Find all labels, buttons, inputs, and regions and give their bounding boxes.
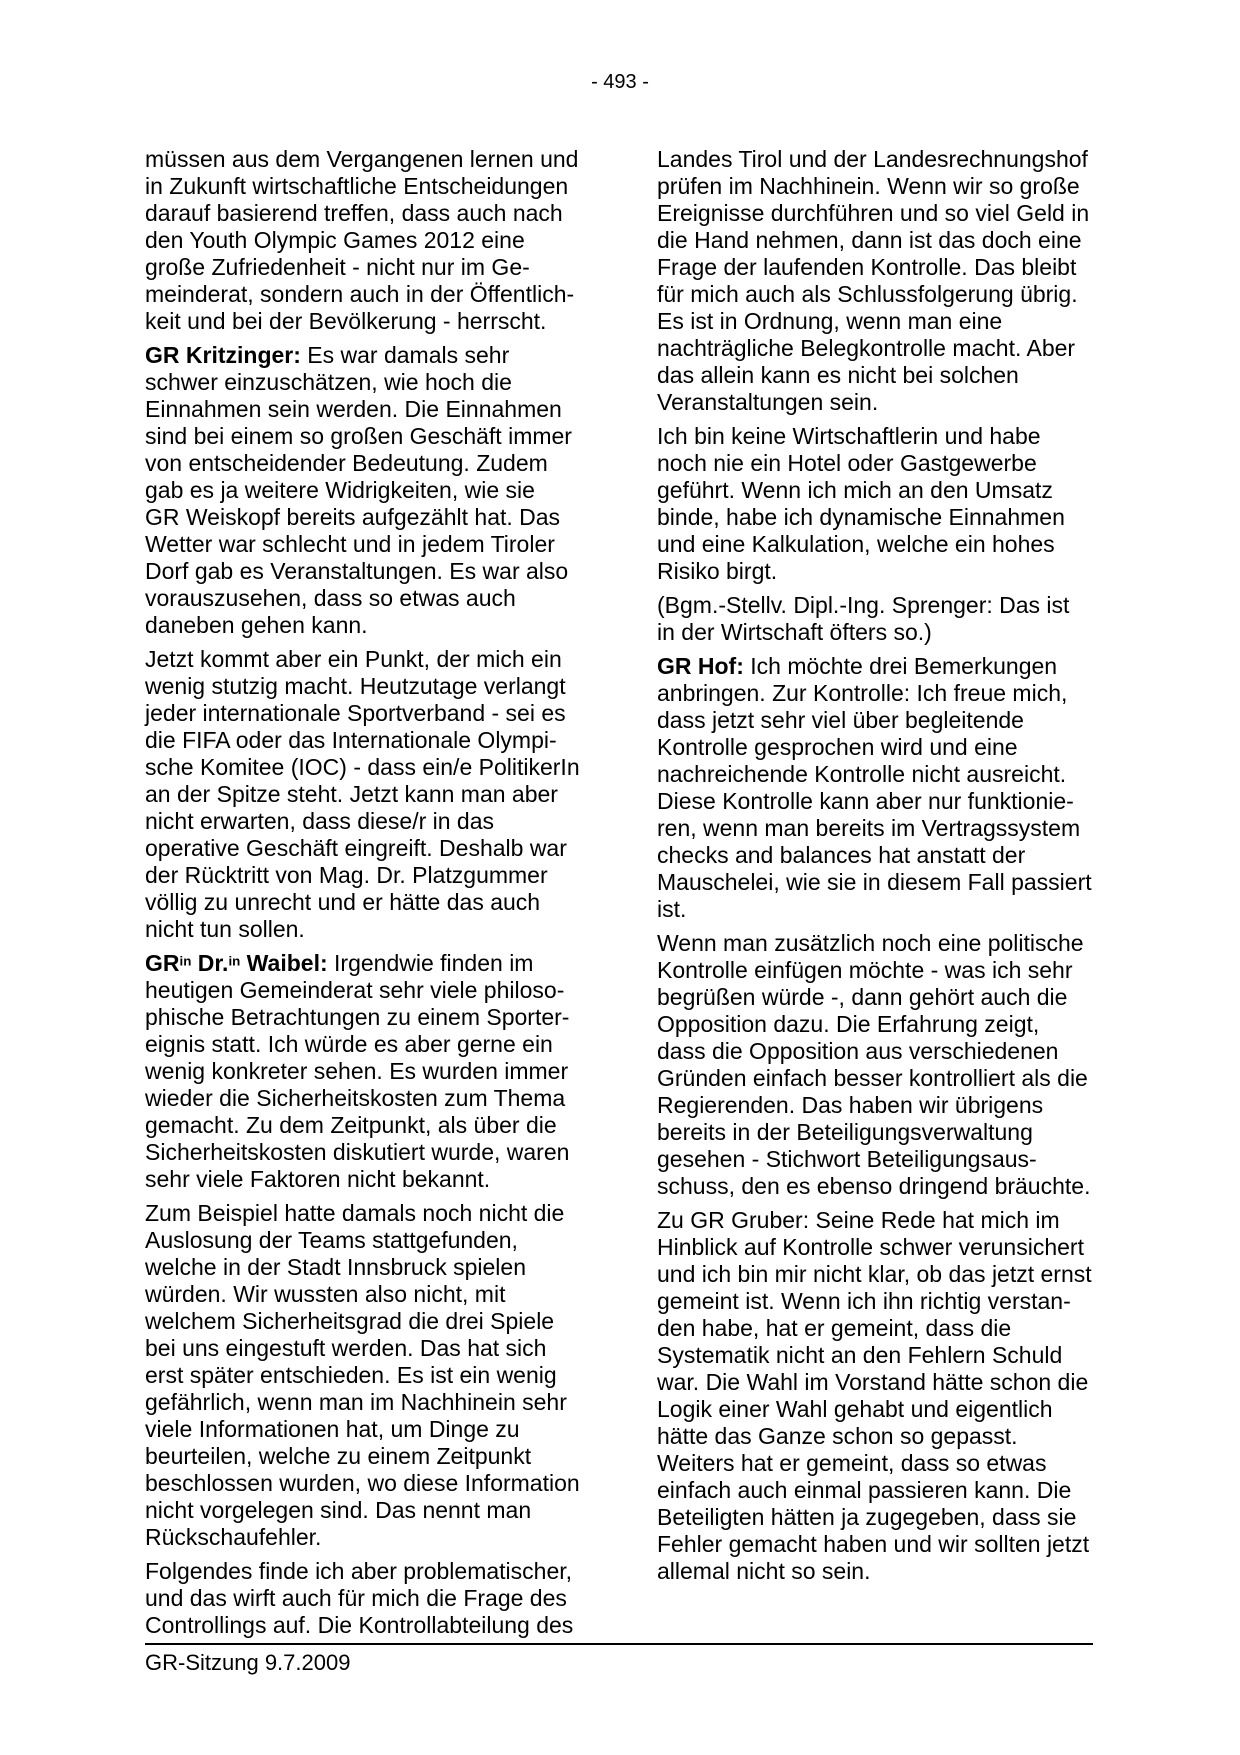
page-number: - 493 - <box>591 71 649 93</box>
paragraph-text: Landes Tirol und der Landesrechnungshof prüfen im Nachhinein. Wenn wir so große Ereignisse durchführen und so viel Geld in die Hand nehmen, dann ist das doch eine Frage der laufenden Kontrolle. Das bleibt für mich auch als Schlussfolgerung übrig. Es ist in Ordnung, wenn man eine nachträgliche Belegkontrolle macht. Aber das allein kann es nicht bei solchen Veranstaltungen sein. <box>657 146 1090 415</box>
superscript-in: in <box>179 953 192 969</box>
paragraph-text: Jetzt kommt aber ein Punkt, der mich ein wenig stutzig macht. Heutzutage verlangt jeder internationale Sportverband - sei es die FIFA oder das Internationale Olympi- sche Komitee (IOC) - dass ein/e PolitikerIn an der Spitze steht. Jetzt kann man aber nicht erwarten, dass diese/r in das operative Geschäft eingreift. Deshalb war der Rücktritt von Mag. Dr. Platzgummer völlig zu unrecht und er hätte das auch nicht tun sollen. <box>145 646 580 942</box>
left-column <box>145 146 581 1646</box>
paragraph-speech-waibel <box>145 950 581 1193</box>
paragraph <box>145 646 581 943</box>
speaker-name: GR Kritzinger: <box>145 342 301 368</box>
speaker-name: GR Hof: <box>657 653 744 679</box>
paragraph-text: Wenn man zusätzlich noch eine politische Kontrolle einfügen möchte - was ich sehr begrüßen würde -, dann gehört auch die Opposition dazu. Die Erfahrung zeigt, dass die Opposition aus verschiedenen Gründen einfach besser kontrolliert als die Regierenden. Das haben wir übrigens bereits in der Beteiligungsverwaltung gesehen - Stichwort Beteiligungsaus- schuss, den es ebenso dringend bräuchte. <box>657 930 1091 1199</box>
paragraph-speech-kritzinger <box>145 342 581 639</box>
paragraph-text: Ich bin keine Wirtschaftlerin und habe noch nie ein Hotel oder Gastgewerbe geführt. Wenn ich mich an den Umsatz binde, habe ich dynamische Einnahmen und eine Kalkulation, welche ein hohes Risiko birgt. <box>657 423 1065 584</box>
right-column <box>657 146 1093 1646</box>
paragraph <box>145 1558 581 1639</box>
speaker-name: $GR^{in}$ Dr.$^{in}$ Waibel: <box>145 950 328 976</box>
paragraph-text: Zum Beispiel hatte damals noch nicht die Auslosung der Teams stattgefunden, welche in der Stadt Innsbruck spielen würden. Wir wussten also nicht, mit welchem Sicherheitsgrad die drei Spiele bei uns eingestuft werden. Das hat sich erst später entschieden. Es ist ein wenig gefährlich, wenn man im Nachhinein sehr viele Informationen hat, um Dinge zu beurteilen, welche zu einem Zeitpunkt beschlossen wurden, wo diese Information nicht vorgelegen sind. Das nennt man Rückschaufehler. <box>145 1200 580 1550</box>
paragraph <box>657 423 1093 585</box>
paragraph <box>657 146 1093 416</box>
page-footer <box>145 1643 1093 1676</box>
paragraph-text: Folgendes finde ich aber problematischer, und das wirft auch für mich die Frage des Controllings auf. Die Kontrollabteilung des <box>145 1558 574 1638</box>
page-body <box>145 146 1093 1646</box>
paragraph-text: Ich möchte drei Bemerkungen anbringen. Zur Kontrolle: Ich freue mich, dass jetzt sehr viel über begleitende Kontrolle gesprochen wird und eine nachreichende Kontrolle nicht ausreicht. Diese Kontrolle kann aber nur funktionie- ren, wenn man bereits im Vertragssystem checks and balances hat anstatt der Mauschelei, wie sie in diesem Fall passiert ist. <box>657 653 1092 922</box>
paragraph <box>657 1207 1093 1585</box>
paragraph-interjection <box>657 592 1093 646</box>
paragraph <box>657 930 1093 1200</box>
paragraph-text: Es war damals sehr schwer einzuschätzen, wie hoch die Einnahmen sein werden. Die Einnahmen sind bei einem so großen Geschäft immer von entscheidender Bedeutung. Zudem gab es ja weitere Widrigkeiten, wie sie GR Weiskopf bereits aufgezählt hat. Das Wetter war schlecht und in jedem Tiroler Dorf gab es Veranstaltungen. Es war also vorauszusehen, dass so etwas auch daneben gehen kann. <box>145 342 572 638</box>
paragraph-text: Irgendwie finden im heutigen Gemeinderat sehr viele philoso- phische Betrachtungen zu einem Sporter- eignis statt. Ich würde es aber gerne ein wenig konkreter sehen. Es wurden immer wieder die Sicherheitskosten zum Thema gemacht. Zu dem Zeitpunkt, als über die Sicherheitskosten diskutiert wurde, waren sehr viele Faktoren nicht bekannt. <box>145 950 570 1192</box>
paragraph-text: müssen aus dem Vergangenen lernen und in Zukunft wirtschaftliche Entscheidungen darauf basierend treffen, dass auch nach den Youth Olympic Games 2012 eine große Zufriedenheit - nicht nur im Ge- meinderat, sondern auch in der Öffentlich- keit und bei der Bevölkerung - herrscht. <box>145 146 579 334</box>
paragraph <box>145 1200 581 1551</box>
footer-text: GR-Sitzung 9.7.2009 <box>145 1650 351 1675</box>
paragraph-speech-hof <box>657 653 1093 923</box>
paragraph-text: Zu GR Gruber: Seine Rede hat mich im Hinblick auf Kontrolle schwer verunsichert und ich bin mir nicht klar, ob das jetzt ernst gemeint ist. Wenn ich ihn richtig verstan- den habe, hat er gemeint, dass die Systematik nicht an den Fehlern Schuld war. Die Wahl im Vorstand hätte schon die Logik einer Wahl gehabt und eigentlich hätte das Ganze schon so gepasst. Weiters hat er gemeint, dass so etwas einfach auch einmal passieren kann. Die Beteiligten hätten ja zugegeben, dass sie Fehler gemacht haben und wir sollten jetzt allemal nicht so sein. <box>657 1207 1092 1584</box>
superscript-in: in <box>228 953 241 969</box>
paragraph-text: (Bgm.-Stellv. Dipl.-Ing. Sprenger: Das ist in der Wirtschaft öfters so.) <box>657 592 1070 645</box>
paragraph <box>145 146 581 335</box>
